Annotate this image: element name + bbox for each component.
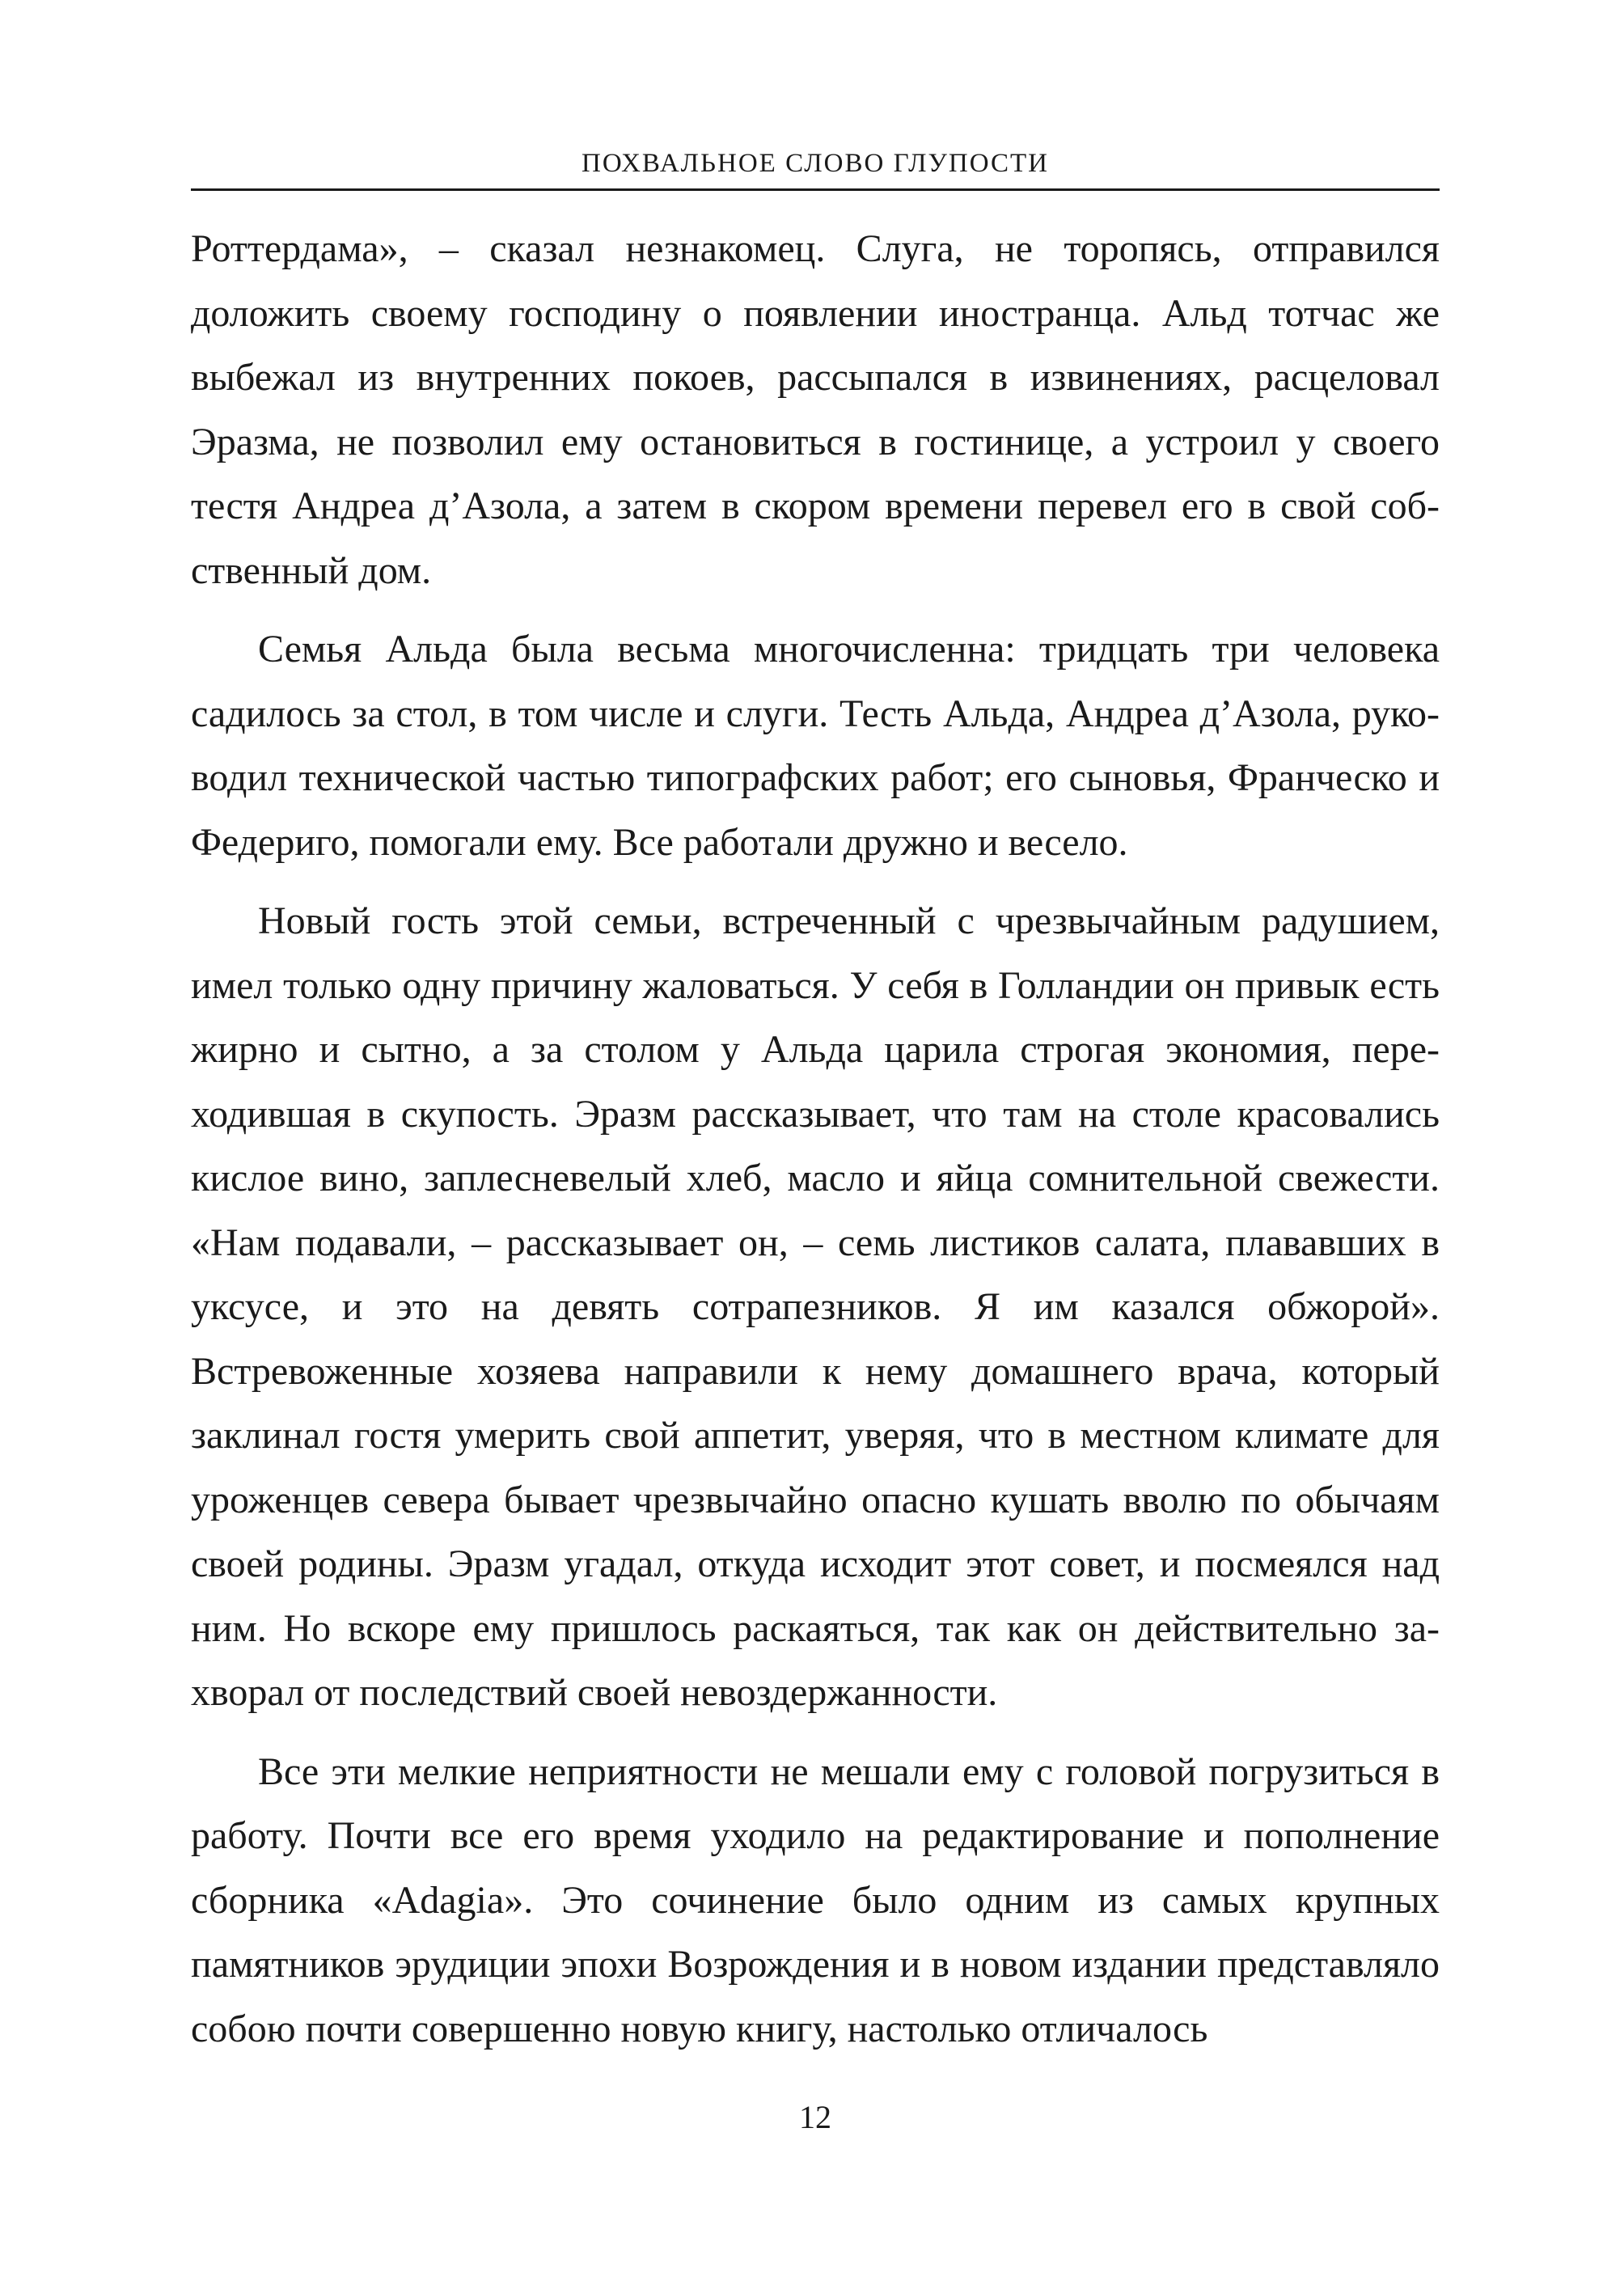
paragraph-3: Новый гость этой семьи, встреченный с чрезвычайным радушием, имел только одну причину жаловаться. У себя в Голландии он привык есть жирно и сытно, а за столом у Альда царила строгая экономия, переходившая в скупость. Эразм рассказывает, что там на столе красовались кислое вино, заплесневелый хлеб, масло и яйца сомнительной свежести. «Нам подавали, – рассказывает он, – семь листиков салата, плававших в уксусе, и это на девять сотрапезников. Я им казался обжорой». Встревоженные хозяева направили к нему домашнего врача, который заклинал гостя умерить свой аппетит, уверяя, что в местном климате для уроженцев севера бывает чрезвычайно опасно кушать вволю по обычаям своей родины. Эразм угадал, откуда исходит этот совет, и посмеялся над ним. Но вскоре ему пришлось раскаяться, так как он действительно захворал от последствий своей невоздержанности. [191,899,1440,1714]
header-rule [191,188,1440,191]
paragraph-2: Семья Альда была весьма многочисленна: тридцать три человека садилось за стол, в том числе и слуги. Тесть Альда, Андреа д’Азола, руководил технической частью типографских работ; его сыновья, Франческо и Федериго, помогали ему. Все работали дружно и весело. [191,628,1440,864]
body-text [191,217,1440,2061]
page-number: 12 [799,2099,831,2135]
paragraph-1: Роттердама», – сказал незнакомец. Слуга, не торопясь, отправился доложить своему господину о появлении иностранца. Альд тотчас же выбежал из внутренних покоев, рассыпался в извинениях, расцеловал Эразма, не позволил ему остановиться в гостинице, а устроил у своего тестя Андреа д’Азола, а затем в скором времени перевел его в свой собственный дом. [191,227,1440,592]
running-header-title: ПОХВАЛЬНОЕ СЛОВО ГЛУПОСТИ [582,149,1049,178]
paragraph-4: Все эти мелкие неприятности не мешали ему с головой погрузиться в работу. Почти все его время уходило на редактирование и пополнение сборника «Adagia». Это сочинение было одним из самых крупных памятников эрудиции эпохи Возрождения и в новом издании представляло собою почти совершенно новую книгу, настолько отличалось [191,1749,1440,2050]
